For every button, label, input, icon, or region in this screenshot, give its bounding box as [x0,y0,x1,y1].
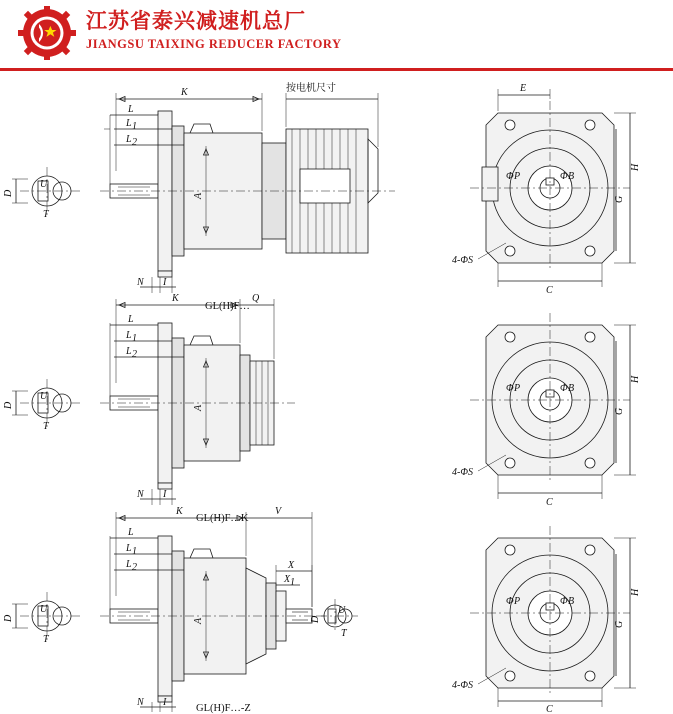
svg-text:按电机尺寸: 按电机尺寸 [286,83,336,94]
svg-text:Φ: Φ [560,596,568,607]
svg-text:K: K [172,293,179,304]
svg-text:1: 1 [132,546,137,557]
gearbox-face-view-2 [452,313,641,508]
svg-text:D: D [3,401,14,409]
svg-text:G: G [614,407,625,415]
svg-text:H: H [630,163,641,171]
svg-text:Φ: Φ [560,171,568,182]
svg-text:D: D [3,189,14,197]
shaft-section-view-3 [3,592,82,645]
svg-text:B: B [568,171,575,182]
row-1-caption: GL(H)F… [205,301,250,312]
shaft-section-view-1 [3,167,82,220]
svg-text:Q: Q [252,293,260,304]
svg-text:I: I [163,489,167,500]
svg-text:G: G [614,195,625,203]
svg-text:L: L [126,543,132,554]
svg-text:H: H [630,588,641,596]
svg-text:T: T [43,421,49,432]
svg-text:C: C [546,704,553,714]
svg-text:U: U [40,604,48,615]
svg-text:I: I [163,697,167,708]
svg-text:U: U [338,605,346,616]
svg-text:I: I [163,277,167,288]
svg-text:Φ: Φ [506,383,514,394]
svg-text:N: N [137,277,144,288]
svg-text:A: A [193,617,204,624]
svg-text:L: L [126,559,132,570]
svg-text:L: L [126,134,132,145]
svg-text:U: U [40,179,48,190]
svg-text:H: H [630,375,641,383]
svg-text:X: X [288,560,295,571]
svg-text:4-ΦS: 4-ΦS [452,680,473,691]
svg-text:Φ: Φ [506,171,514,182]
svg-text:L: L [126,346,132,357]
svg-text:D: D [310,615,321,623]
svg-text:P: P [514,171,521,182]
gearbox-front-view-2 [100,293,295,524]
row-3-caption: GL(H)F…-Z [196,703,251,714]
svg-text:X: X [284,574,291,585]
gearbox-face-view-3 [452,526,641,714]
svg-text:K: K [181,87,188,98]
svg-text:D: D [3,614,14,622]
svg-text:Φ: Φ [560,383,568,394]
svg-text:L: L [128,527,134,538]
svg-text:1: 1 [290,577,295,588]
drawing-row-3 [3,506,641,714]
svg-text:P: P [514,596,521,607]
svg-text:L: L [126,118,132,129]
svg-text:Φ: Φ [506,596,514,607]
svg-text:P: P [514,383,521,394]
row-2-caption: GL(H)F…K [196,513,249,524]
gear-star-logo-icon [18,6,76,62]
svg-text:E: E [520,83,527,94]
shaft-section-view-2 [3,379,82,432]
svg-text:4-ΦS: 4-ΦS [452,467,473,478]
svg-text:2: 2 [132,562,137,573]
svg-text:B: B [568,383,575,394]
svg-text:T: T [341,628,347,639]
svg-text:V: V [275,506,282,517]
svg-text:T: T [43,634,49,645]
company-name-en: JIANGSU TAIXING REDUCER FACTORY [86,37,342,51]
drawing-row-2 [3,293,641,524]
svg-text:A: A [193,192,204,199]
company-name-cn: 江苏省泰兴减速机总厂 [86,9,306,33]
svg-text:G: G [614,620,625,628]
technical-drawing-sheet [0,71,673,714]
svg-text:L: L [126,330,132,341]
gearbox-front-view-1 [100,81,395,312]
svg-text:C: C [546,497,553,508]
svg-text:4-ΦS: 4-ΦS [452,255,473,266]
svg-text:K: K [176,506,183,517]
svg-text:1: 1 [132,333,137,344]
svg-text:N: N [137,489,144,500]
svg-text:2: 2 [132,137,137,148]
svg-text:L: L [128,104,134,115]
svg-text:N: N [137,697,144,708]
shaft-section-view-3b [310,599,358,639]
svg-text:1: 1 [132,121,137,132]
svg-text:B: B [568,596,575,607]
svg-text:2: 2 [132,349,137,360]
svg-text:C: C [546,285,553,296]
page-header [0,0,673,71]
drawing-row-1 [3,81,641,312]
gearbox-front-view-3 [100,506,325,714]
svg-text:T: T [43,209,49,220]
svg-text:A: A [193,404,204,411]
svg-text:L: L [128,314,134,325]
svg-text:U: U [40,391,48,402]
gearbox-face-view-1 [452,83,641,296]
